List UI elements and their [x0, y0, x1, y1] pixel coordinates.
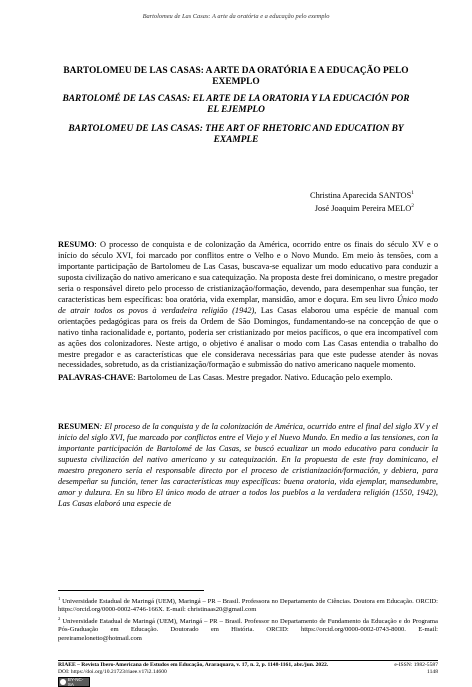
author-name: José Joaquim Pereira MELO [314, 203, 412, 213]
license-label: BY-NC-SA [67, 677, 84, 687]
page-number: 1148 [427, 669, 438, 676]
resumen-label: RESUMEN [58, 422, 100, 431]
issn: e-ISSN: 1982-5587 [394, 662, 438, 668]
footnote-text: Universidade Estadual de Maringá (UEM), Maringá – PR – Brasil. Professora no Departamento de Ciências. Doutora em Educação. ORCID: https://orcid.org/0000-0002-4746-166X. E-mail: christinaas20@gmail.com [58, 598, 438, 614]
doi-link[interactable]: DOI: https://doi.org/10.21723/riaee.v17i2.14600 [58, 669, 167, 676]
page-footer [58, 662, 438, 676]
footnotes [58, 595, 438, 643]
author-footnote-mark[interactable]: 2 [411, 202, 414, 209]
keywords-text: : Bartolomeu de Las Casas. Mestre pregador. Nativo. Educação pelo exemplo. [133, 373, 393, 382]
abstract-label: RESUMO [58, 240, 95, 249]
footnote-divider [58, 590, 204, 591]
title-english: BARTOLOMEU DE LAS CASAS: THE ART OF RHETORIC AND EDUCATION BY EXAMPLE [68, 124, 404, 145]
footnote-text: Universidade Estadual de Maringá (UEM), Maringá – PR – Brasil. Professor no Departamento de Fundamento da Educação e do Programa Pós-Graduação em Educação. Doutorado em História. ORCID: https://orcid.org/0000-0002-0743-8000. E-mail: pereiramelonetto@hotmail.com [58, 617, 438, 642]
footer-row [58, 669, 438, 676]
abstract-text: : O processo de conquista e de colonização da América, ocorrido entre os finais do século XV e o início do século XVI, foi marcado por conflitos entre o Velho e o Novo Mundo. Em meio às tensões, com a importante participação de Bartolomeu de Las Casas, buscava-se equalizar um modo educativo para conduzir a suposta civilização do nativo americano e sua catequização. Na proposta deste frei dominicano, o mestre pregador seria o responsável direto pelo processo de cristianização/formação, devendo, para desempenhar sua função, ter características bem específicas: boa oratória, vida exemplar, mansidão, amor e doçura. Em seu livro [58, 240, 438, 304]
footnote [58, 595, 438, 615]
book-title: Único modo de atrair todos os povos à verdadeira religião (1942) [58, 294, 438, 315]
cc-icon [60, 679, 66, 685]
keywords-label: PALAVRAS-CHAVE [58, 373, 134, 382]
abstract-text-cont: , Las Casas elaborou uma espécie de manual com orientações pedagógicas para os freis da Ordem de São Domingos, fundamentando-se na concepção de que o nativo tinha racionalidade e, portanto, poderia ser cristianizado por meios pacíficos, o que era incompatível com as ações dos colonizadores. Neste artigo, o objetivo é analisar o modo com Las Casas entendia o trabalho do mestre pregador e as características que ele considerava necessárias para que este pudesse atender às novas necessidades, sobretudo, as da cristianização/formação e submissão do nativo americano naquele momento. [58, 305, 438, 370]
author [310, 201, 414, 214]
footer-row [58, 662, 438, 669]
title-block [58, 66, 414, 146]
title-portuguese: BARTOLOMEU DE LAS CASAS: A ARTE DA ORATÓRIA E A EDUCAÇÃO PELO EXEMPLO [63, 66, 409, 87]
resumen-text: : El proceso de la conquista y de la colonización de América, ocurrido entre el final del siglo XV y el inicio del siglo XVI, fue marcado por conflictos entre el Viejo y el Nuevo Mundo. En medio a las tensiones, con la importante participación de Bartolomé de las Casas, se buscó ecualizar un modo educativo para conducir la supuesta civilización del nativo americano y su catequización. En la propuesta de este fray dominicano, el maestro pregonero sería el responsable directo por el proceso de cristianización/formación, y debiera, para desempeñar su función, tener las características muy específicas: buena oratoria, vida ejemplar, mansedumbre, amor y dulzura. En su libro El único modo de atraer a todos los pueblos a la verdadera religión (1550, 1942), Las Casas elaboró una especie de [58, 422, 438, 508]
keywords-portuguese [58, 373, 438, 384]
creative-commons-badge[interactable] [58, 677, 90, 687]
title-spanish: BARTOLOMÉ DE LAS CASAS: EL ARTE DE LA ORATORIA Y LA EDUCACIÓN POR EL EJEMPLO [62, 94, 410, 115]
footer-divider [58, 660, 438, 661]
author-name: Christina Aparecida SANTOS [309, 190, 412, 200]
footnote-mark: 2 [58, 615, 61, 621]
author [310, 188, 414, 201]
footnote-mark: 1 [58, 596, 61, 601]
abstract-portuguese [58, 240, 438, 371]
footnote [58, 615, 438, 643]
author-footnote-mark[interactable]: 1 [411, 190, 414, 196]
journal-citation: RIAEE – Revista Ibero-Americana de Estudos em Educação, Araraquara, v. 17, n. 2, p. 1148-1161, abr./jun. 2022. [58, 662, 329, 668]
running-header: Bartolomeu de Las Casas: A arte da oratória e a educação pelo exemplo [142, 13, 330, 20]
abstract-spanish [58, 422, 438, 510]
author-list [310, 188, 414, 214]
